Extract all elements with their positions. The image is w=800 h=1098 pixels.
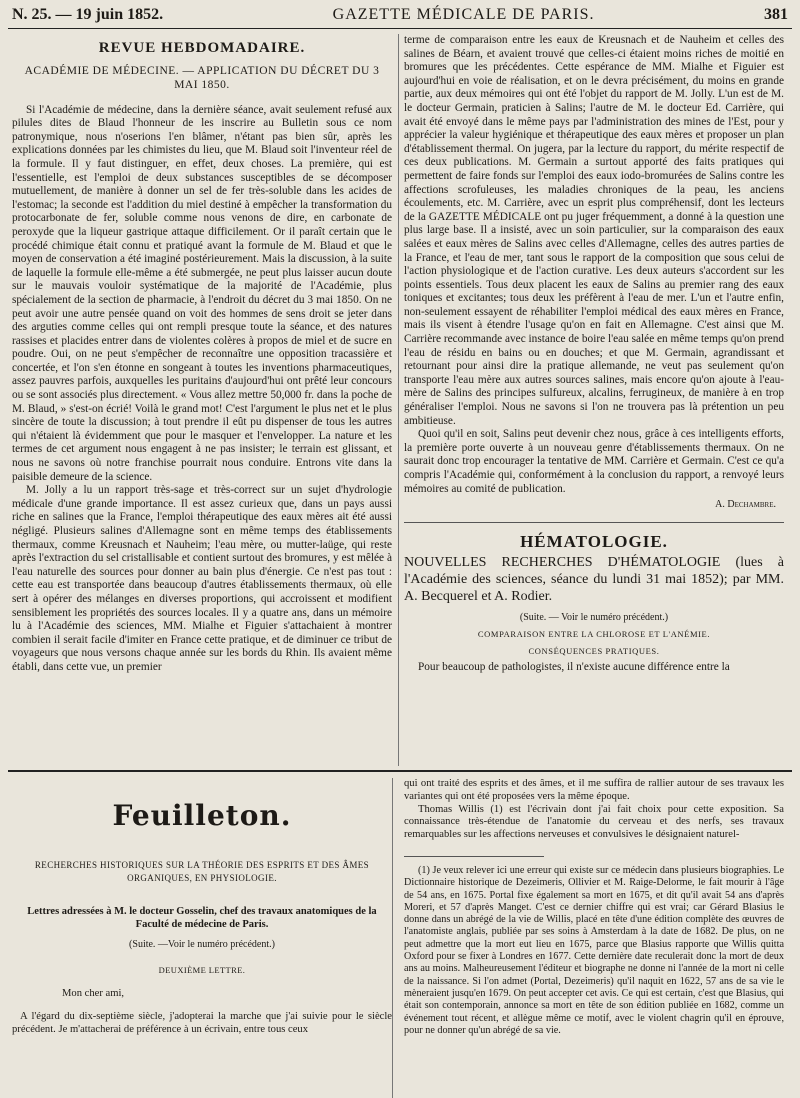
paragraph: A l'égard du dix-septième siècle, j'adopterai la marche que j'ai suivie pour le siècle précédent. Je m'attacherai de préférence à un écrivain, entre tous ceux bbox=[12, 1011, 392, 1035]
feuilleton-section bbox=[12, 778, 788, 1098]
letter-number: DEUXIÈME LETTRE. bbox=[158, 964, 246, 975]
section-heading: CONSÉQUENCES PRATIQUES. bbox=[528, 645, 660, 656]
right-column bbox=[404, 34, 784, 766]
paragraph: Quoi qu'il en soit, Salins peut devenir chez nous, grâce à ces intelligents efforts, la première porte ouverte à un nouveau genre d'établissements thermaux. On ne saurait donc trop encourager la tentative de MM. Carrière et Germain. C'est ce qu'a compris l'Académie qui, conformément à la conclusion du rapport, a renvoyé leurs mémoires au comité de publication. bbox=[404, 428, 784, 495]
feuilleton-heading: RECHERCHES HISTORIQUES SUR LA THÉORIE DES ESPRITS ET DES ÂMES ORGANIQUES, EN PHYSIOLOGIE. bbox=[34, 859, 370, 883]
feuilleton-letters-heading: Lettres adressées à M. le docteur Gosselin, chef des travaux anatomiques de la Faculté de médecine de Paris. bbox=[27, 905, 377, 930]
suite-note: (Suite. — Voir le numéro précédent.) bbox=[519, 612, 669, 624]
masthead bbox=[8, 6, 792, 29]
left-column bbox=[12, 34, 399, 766]
issue-number: N. 25. — 19 juin 1852. bbox=[12, 6, 164, 23]
footnote: (1) Je veux relever ici une erreur qui existe sur ce médecin dans plusieurs biographies. Le Dictionnaire historique de Dezeimeris, Ollivier et M. Raige-Delorme, le fait mourir à l'âge de 54 ans, en 1675. Portal fixe également sa mort en 1675, et dit qu'il avait 54 ans d'après Moreri, et 57 d'après Manget. C'est ce dernier chiffre qui est vrai; car Gérard Blasius le donne dans un abrégé de la vie de Willis, placé en tête d'une édition complète des œuvres de l'anatomiste anglais, publiée par ses soins à Amsterdam à la date de 1682. De plus, on ne peut admettre que la mort eut lieu en 1675, parce que Blasius rapporte que Willis quitta Oxford pour se fixer à Londres en 1677. Cette dernière date reculerait donc la mort de deux ans au moins. Malheureusement l'éditeur et biographe ne donne ni l'année de la mort ni celle de la naissance. Si l'on admet (Portal, Dezeimeris) qu'il naquit en 1622, 57 ans de sa vie le mèneraient jusqu'en 1679. On peut accepter cet avis. Ce qui est certain, c'est que Blasius, qui était son contemporain, annonce sa mort en tête de son édition publiée en 1682, comme un événement tout récent, et allègue même ce motif, avec le violent chagrin qu'il en éprouve, pour ne donner qu'un abrégé de sa vie. bbox=[404, 864, 784, 1036]
paragraph: Thomas Willis (1) est l'écrivain dont j'ai fait choix pour cette exposition. Sa connaissance très-étendue de l'anatomie du cerveau et des nerfs, ses travaux remarquables sur les affections nerveuses et convulsives le désignaient naturel- bbox=[404, 803, 784, 841]
feuilleton-left-column bbox=[12, 778, 393, 1098]
revue-title: REVUE HEBDOMADAIRE. bbox=[98, 40, 306, 56]
feuilleton-right-column bbox=[404, 778, 784, 1098]
paragraph: Si l'Académie de médecine, dans la dernière séance, avait seulement refusé aux pilules dites de Blaud l'honneur de les inscrire au Bulletin sous ce nom patronymique, nous n'oserions l'en blâmer, n'étant pas bien sûr, après les explications données par les chimistes du lieu, que M. Blaud soit l'inventeur réel de la formule. Il y faut distinguer, en effet, deux choses. La première, qui est l'essentielle, est l'emploi de deux substances susceptibles de se décomposer mutuellement, de manière à donner un sel de fer très-soluble dans les acides de l'estomac; la seconde est l'addition du miel destiné à empêcher la transformation du protocarbonate de fer, soluble comme nous venons de dire, en carbonate de peroxyde que la liqueur gastrique attaque difficilement. Or il paraît certain que le procédé chimique était connu et pratiqué avant la formule de M. Blaud et que le moyen de conservation a été imaginé postérieurement. Mais la discussion, à la suite de laquelle la formule elle-même a été submergée, ne peut plus laisser aucun doute sur le mauvais vouloir systématique de la majorité de l'Académie, plus spécialement de la section de pharmacie, à l'endroit du décret du 3 mai 1850. On ne peut avoir une autre pensée quand on voit des hommes de sens droit se jeter dans des arguties comme celles qui ont rempli presque toute la séance, et des natures rassises et placides entrer dans de violentes colères à propos de miel et de sucre en poudre. Oui, on ne peut s'empêcher de reconnaître une opposition tracassière et concertée, et l'on s'en étonne en songeant à toutes les inventions pharmaceutiques, assez pauvres parfois, auxquelles les puritains d'aujourd'hui ont prêté leur concours ou se sont associés plus directement. « Vous allez mettre 50,000 fr. dans la poche de M. Blaud, » s'est-on écrié! Voilà le grand mot! C'est l'argument le plus net et le plus sincère de toute la discussion; à tout prendre il eût pu dispenser de tous les autres qui n'étaient là évidemment que pour le masquer et l'envelopper. La nature et les termes de cet argument nous engagent à ne pas insister; le terrain est glissant, et nous ne savons où notre franchise pourrait nous conduire. Entrons vite dans la paisible demeure de la science. bbox=[12, 103, 392, 483]
paragraph: M. Jolly a lu un rapport très-sage et très-correct sur un sujet d'hydrologie médicale d'une grande importance. Il est assez curieux que, dans un pays aussi riche en salines que la France, l'emploi thérapeutique des eaux mères ait été aussi négligé. Plusieurs salines d'Allemagne sont en même temps des établissements thermaux, comme Kreusnach et Nauheim; l'eau mère, ou mutter-laüge, qui reste après l'extraction du sel cristallisable et contient surtout des bromures, y est mêlée à l'eau naturelle des sources pour donner au bain plus d'énergie. Ce n'est pas tout : cette eau est transportée dans beaucoup d'autres établissements thermaux, où elle sert à opérer des mélanges en diverses proportions, qui accroissent et modifient sensiblement les propriétés des sources locales. Il y a quatre ans, dans un mémoire lu à l'Académie des sciences, MM. Mialhe et Figuier s'attachaient à montrer combien il serait facile d'imiter en France cette pratique, et de diminuer ce tribut de voyageurs que nous versons chaque année sur les bords du Rhin. Ils avaient même établi, dans cette vue, un premier bbox=[12, 484, 392, 673]
section-divider bbox=[404, 522, 784, 523]
paragraph: Pour beaucoup de pathologistes, il n'existe aucune différence entre la bbox=[418, 661, 730, 674]
section-heading: COMPARAISON ENTRE LA CHLOROSE ET L'ANÉMIE. bbox=[477, 628, 711, 639]
signature: A. Dechambre. bbox=[715, 499, 776, 511]
hematologie-title: HÉMATOLOGIE. bbox=[520, 531, 668, 551]
hematologie-subtitle: NOUVELLES RECHERCHES D'HÉMATOLOGIE (lues à l'Académie des sciences, séance du lundi 31 mai 1852); par MM. A. Becquerel et A. Rodier. bbox=[404, 555, 784, 605]
suite-note: (Suite. —Voir le numéro précédent.) bbox=[129, 938, 275, 950]
feuilleton-title: Feuilleton. bbox=[112, 799, 292, 832]
paragraph: qui ont traité des esprits et des âmes, et il me suffira de rallier autour de ses travaux les variantes qui ont été proposées vers la même époque. bbox=[404, 778, 784, 802]
paragraph: terme de comparaison entre les eaux de Kreusnach et de Nauheim et celles des salines de Béarn, et avaient trouvé que celles-ci étaient moins riches de moitié en bromures que les précédentes. Cette espérance de MM. Mialhe et Figuier est aujourd'hui en voie de réalisation, et on le devra précisément, du moins en grande partie, aux deux mémoires qui ont été l'objet du rapport de M. Jolly. L'un est de M. le docteur Germain, praticien à Salins; l'autre de M. le docteur Ed. Carrière, qui avait été envoyé dans le même pays par l'administration des mines de l'Est, pour y apprécier la valeur hygiénique et thérapeutique des eaux mères et proposer un plan d'établissement thermal. On jugera, par la lecture du rapport, du mérite respectif de ces deux publications. M. Germain a surtout apporté des faits pratiques qui permettent de faire fonds sur l'emploi des eaux iodo-bromurées de Salins contre les affections scrofuleuses, les maladies chroniques de la peau, les anciens écoulements, etc. M. Carrière, avec un esprit plus compréhensif, dont les lecteurs de la GAZETTE MÉDICALE ont pu juger fréquemment, a donné à la question une plus large base. Il a insisté, avec un soin particulier, sur la comparaison des eaux salées et eaux mères de Salins avec celles d'Allemagne, celles des autres parties de la France, et l'eau de mer, tant sous le rapport de la composition que sous celui de l'action physiologique et de l'action curative. Les deux auteurs s'accordent sur les points essentiels. Tous deux placent les eaux de Salins au premier rang des eaux toniques et excitantes; tous deux les préfèrent à l'eau de mer. L'un et l'autre enfin, non-seulement essayent de réhabiliter l'emploi médical des eaux mères en France, mais ils visent à étendre l'usage qu'on en fait en Allemagne. C'est ainsi que M. Carrière recommande avec instance de boire l'eau salée en même temps qu'on prend l'eau de résidu en bains ou en douches; et que M. Germain, agrandissant et retournant pour ainsi dire la pratique allemande, ne veut pas seulement qu'on transporte l'eau mère aux autres sources salines, mais encore qu'on ajoute à l'eau-mère de Salins des principes sulfureux, alcalins, ferrugineux, de manière à en trop généraliser l'emploi. Nous ne savons si l'on ne trouvera pas là prétention un peu ambitieuse. bbox=[404, 34, 784, 427]
publication-title: GAZETTE MÉDICALE DE PARIS. bbox=[332, 6, 595, 23]
page-number: 381 bbox=[764, 6, 788, 23]
feuilleton-divider bbox=[8, 770, 792, 772]
upper-section bbox=[12, 34, 788, 766]
revue-subtitle: ACADÉMIE DE MÉDECINE. — APPLICATION DU DÉCRET DU 3 MAI 1850. bbox=[24, 64, 380, 91]
salutation: Mon cher ami, bbox=[62, 988, 125, 1000]
footnote-divider bbox=[404, 856, 544, 857]
